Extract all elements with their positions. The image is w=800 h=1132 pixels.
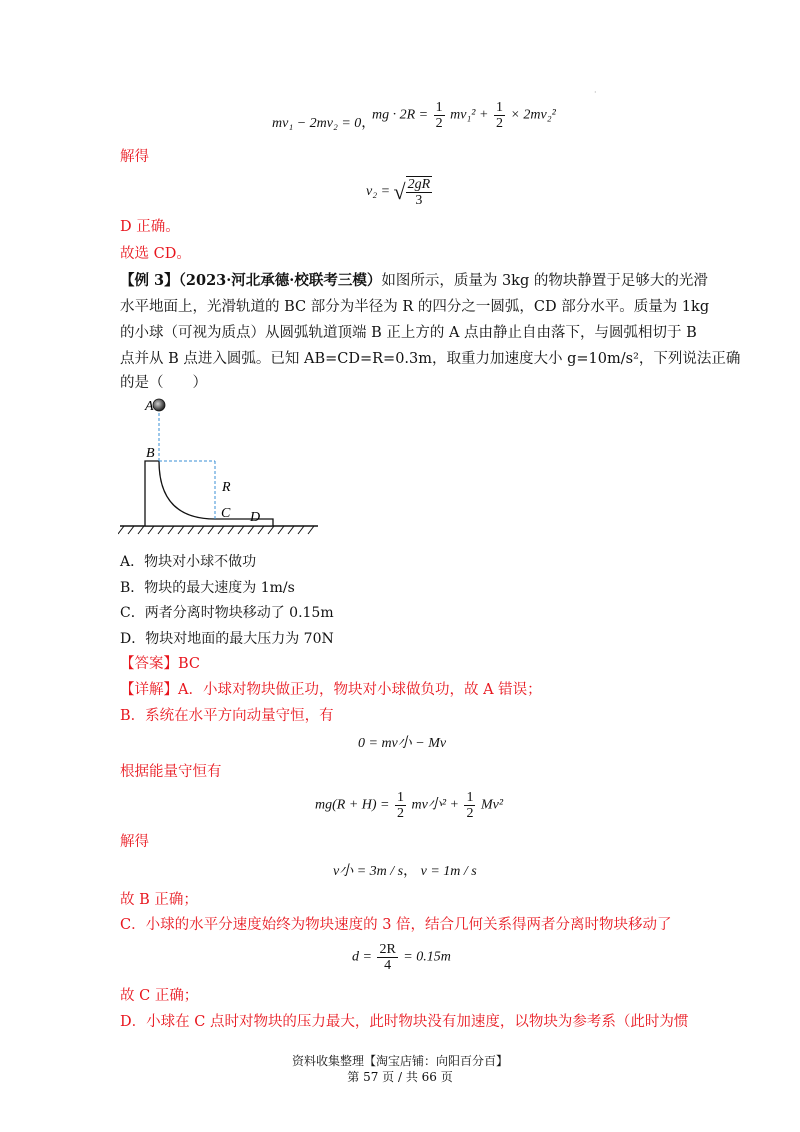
footer-source: 资料收集整理【淘宝店铺：向阳百分百】 (291, 1054, 508, 1068)
option-d: D．物块对地面的最大压力为 70N (120, 631, 334, 647)
track-diagram (118, 395, 328, 540)
example-source: （2023·河北承德·校联考三模） (178, 272, 382, 289)
option-c: C．两者分离时物块移动了 0.15m (120, 605, 334, 621)
stray-mark: · (594, 88, 597, 97)
example-label: 【例 3】 (120, 272, 179, 289)
energy-equation-2: mg(R + H) = $\frac{1}{2}$ mv小² + $\frac{1}{2}$ Mv² (315, 790, 504, 821)
momentum-equation-2: 0 = mv小 − Mv (358, 736, 447, 751)
detail-a-text: 【详解】A．小球对物块做正功，物块对小球做负功，故 A 错误； (120, 682, 542, 698)
example-line-2: 水平地面上，光滑轨道的 BC 部分为半径为 R 的四分之一圆弧，CD 部分水平。质量为 1kg (120, 299, 710, 315)
momentum-equation-1: mv₁ − 2mv₂ = 0， (272, 116, 376, 131)
d-correct-text: D 正确。 (120, 219, 180, 235)
label-c: C (221, 506, 231, 521)
example-line-1 (120, 271, 708, 291)
jiede-label-2: 解得 (120, 834, 149, 850)
label-r: R (222, 480, 231, 495)
example-text-1: 如图所示，质量为 3kg 的物块静置于足够大的光滑 (381, 273, 708, 289)
b-correct-text: 故 B 正确； (120, 892, 198, 908)
velocity-results: v小 = 3m / s， v = 1m / s (333, 864, 477, 879)
displacement-equation: d = $\frac{2R}{4}$ = 0.15m (352, 942, 451, 973)
c-explanation-text: C．小球的水平分速度始终为物块速度的 3 倍，结合几何关系得两者分离时物块移动了 (120, 917, 672, 933)
v2-equation: v₂ = √ $\frac{2gR}{3}$ (366, 177, 431, 208)
example-line-3: 的小球（可视为质点）从圆弧轨道顶端 B 正上方的 A 点由静止自由落下，与圆弧相切于 B (120, 325, 697, 341)
c-correct-text: 故 C 正确； (120, 988, 199, 1004)
energy-intro-text: 根据能量守恒有 (120, 764, 222, 780)
d-explanation-text: D．小球在 C 点时对物块的压力最大，此时物块没有加速度，以物块为参考系（此时为惯 (120, 1014, 689, 1030)
b-momentum-text: B．系统在水平方向动量守恒，有 (120, 708, 334, 724)
energy-equation-1: mg · 2R = $\frac{1}{2}$ mv₁² + $\frac{1}{2}$ × 2mv₂² (372, 100, 556, 131)
ball (153, 399, 165, 411)
label-a: A (145, 399, 154, 414)
example-line-5: 的是（ ） (120, 375, 207, 391)
choose-text: 故选 CD。 (120, 246, 191, 262)
example-line-4: 点并从 B 点进入圆弧。已知 AB=CD=R=0.3m，取重力加速度大小 g=10m/s²，下列说法正确 (120, 351, 741, 367)
footer-page-number: 第 57 页 / 共 66 页 (347, 1070, 453, 1084)
option-b: B．物块的最大速度为 1m/s (120, 580, 295, 596)
ground-hatching (118, 526, 314, 534)
jiede-label-1: 解得 (120, 149, 149, 165)
option-a: A．物块对小球不做功 (120, 554, 257, 570)
label-d: D (250, 510, 261, 525)
label-b: B (146, 446, 155, 461)
answer-text: 【答案】BC (120, 656, 201, 672)
